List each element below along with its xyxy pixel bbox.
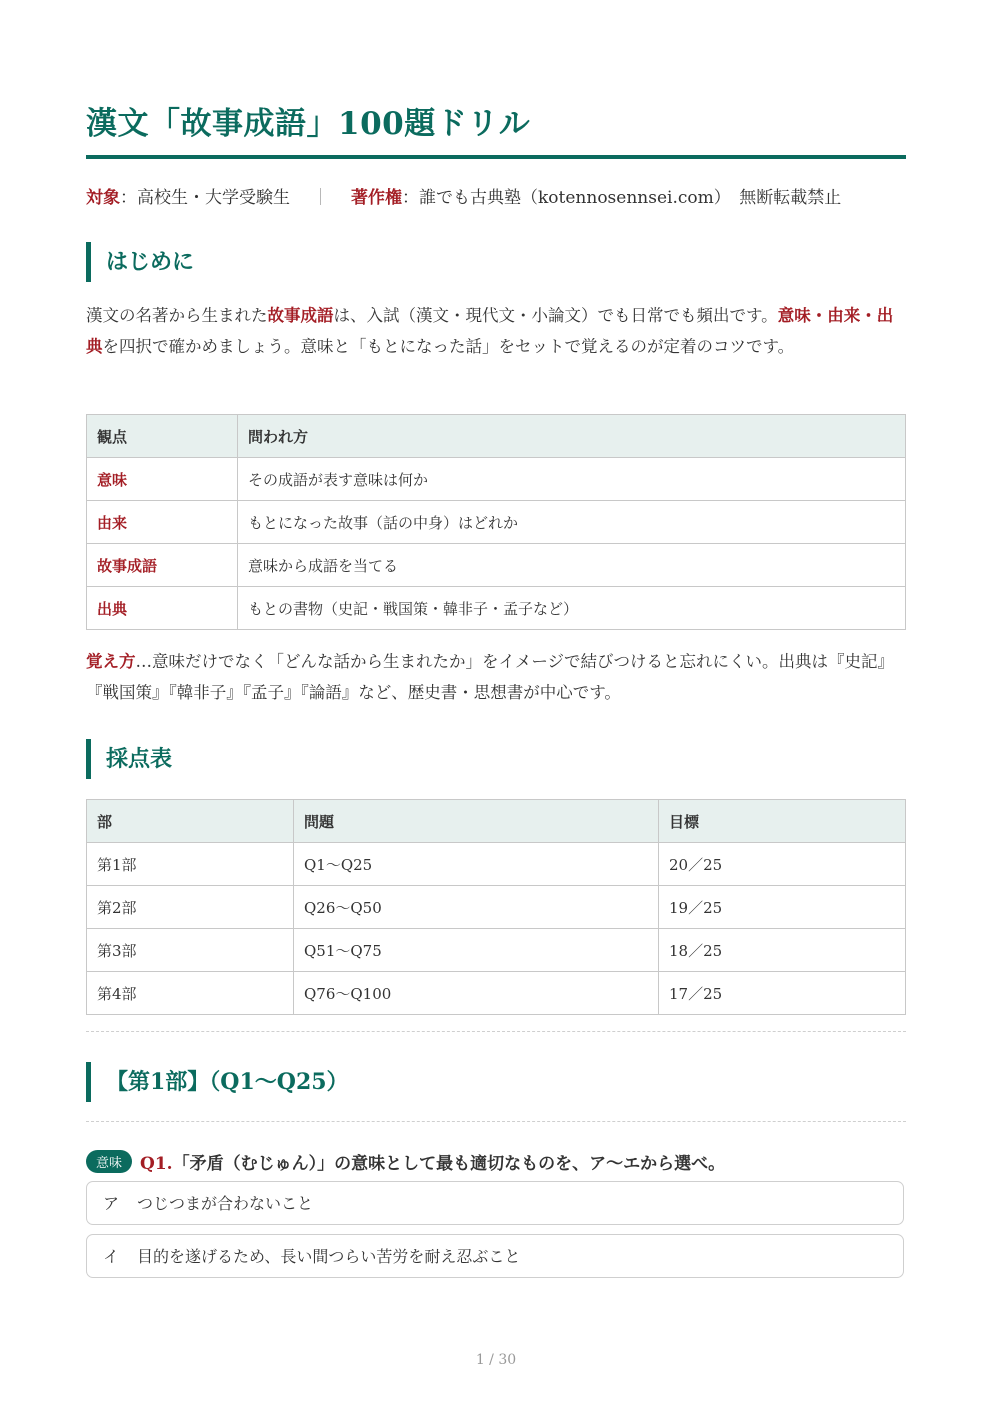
section-heading-score: 採点表 [86,739,172,779]
audience-value: ：高校生・大学受験生 [120,188,290,208]
memo-text: …意味だけでなく「どんな話から生まれたか」をイメージで結びつけると忘れにくい。出典は『史記』『戦国策』『韓非子』『孟子』『論語』など、歴史書・思想書が中心です。 [86,652,895,702]
table-cell: Q26〜Q50 [294,886,659,929]
table-row [87,886,906,929]
divider [86,1031,906,1032]
table-cell: 18／25 [659,929,906,972]
question-q1 [86,1149,725,1174]
table-row [87,843,906,886]
table-header-row [87,415,906,458]
intro-highlight: 故事成語 [267,306,334,325]
table-cell: 19／25 [659,886,906,929]
section-heading-intro: はじめに [86,242,194,282]
table-cell: 第3部 [87,929,294,972]
intro-highlight: 意味・由来・出典 [86,306,894,356]
table-cell: 第4部 [87,972,294,1015]
table-cell: もとの書物（史記・戦国策・韓非子・孟子など） [238,587,906,630]
copyright-value: ：誰でも古典塾（kotennosennsei.com） 無断転載禁止 [402,188,842,208]
table-cell: Q76〜Q100 [294,972,659,1015]
table-cell: 由来 [87,501,238,544]
table-cell: その成語が表す意味は何か [238,458,906,501]
table-cell: 17／25 [659,972,906,1015]
audience-key: 対象 [86,188,120,208]
answer-option-i[interactable] [86,1234,904,1278]
table-cell: 出典 [87,587,238,630]
divider [86,1121,906,1122]
option-text: 目的を遂げるため、長い間つらい苦労を耐え忍ぶこと [137,1247,521,1266]
table-cell: 第2部 [87,886,294,929]
question-number: Q1. [140,1154,173,1174]
table-header: 観点 [87,415,238,458]
answer-option-a[interactable] [86,1181,904,1225]
section-heading-part1: 【第1部】（Q1〜Q25） [86,1062,349,1102]
option-text: つじつまが合わないこと [137,1194,314,1213]
question-type-badge: 意味 [86,1150,132,1173]
question-text: 「矛盾（むじゅん）」の意味として最も適切なものを、ア〜エから選べ。 [172,1154,726,1174]
viewpoint-table [86,414,906,630]
intro-text: は、入試（漢文・現代文・小論文）でも日常でも頻出です。 [333,306,778,325]
page-title: 漢文「故事成語」100題ドリル [86,106,531,142]
title-rule [86,155,906,159]
table-header: 問われ方 [238,415,906,458]
table-cell: もとになった故事（話の中身）はどれか [238,501,906,544]
copyright-key: 著作権 [351,188,402,208]
table-cell: 20／25 [659,843,906,886]
memo-key: 覚え方 [86,652,136,671]
table-row [87,458,906,501]
table-header: 部 [87,800,294,843]
table-header: 目標 [659,800,906,843]
page-number: 1 / 30 [475,1352,517,1368]
table-cell: 故事成語 [87,544,238,587]
intro-text: を四択で確かめましょう。意味と「もとになった話」をセットで覚えるのが定着のコツです。 [102,337,795,356]
table-cell: 第1部 [87,843,294,886]
intro-paragraph [86,300,906,362]
meta-separator: ｜ [312,188,329,208]
table-row [87,501,906,544]
table-header-row [87,800,906,843]
table-row [87,929,906,972]
table-row [87,544,906,587]
score-table [86,799,906,1015]
table-cell: 意味 [87,458,238,501]
table-row [87,972,906,1015]
table-row [87,587,906,630]
memo-paragraph [86,646,906,708]
table-header: 問題 [294,800,659,843]
table-cell: Q1〜Q25 [294,843,659,886]
table-cell: Q51〜Q75 [294,929,659,972]
intro-text: 漢文の名著から生まれた [86,306,268,325]
table-cell: 意味から成語を当てる [238,544,906,587]
option-label: ア [103,1194,120,1213]
meta-line [86,183,841,208]
option-label: イ [103,1247,120,1266]
